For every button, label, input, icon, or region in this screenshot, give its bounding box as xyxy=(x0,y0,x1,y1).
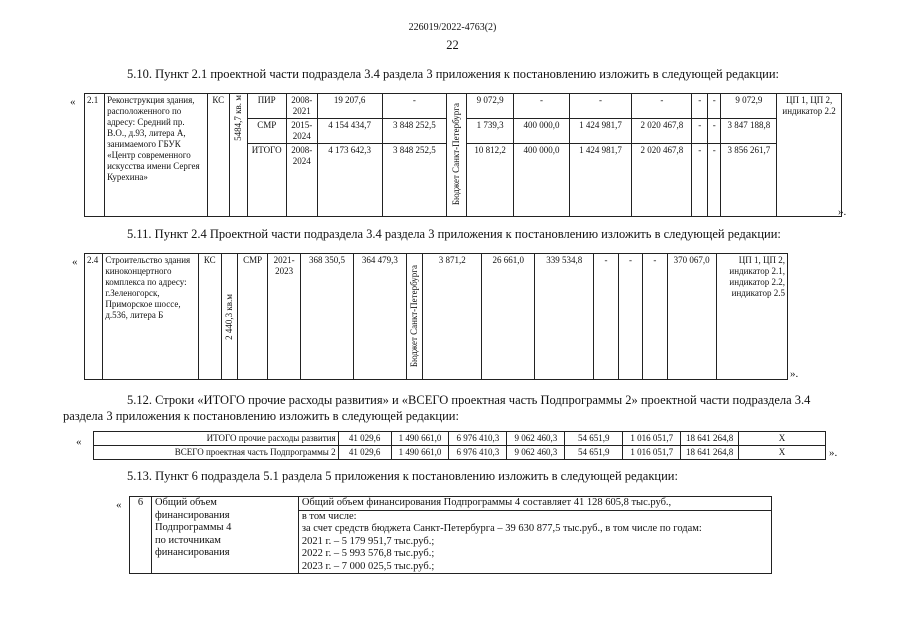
table-row xyxy=(94,446,826,460)
section-5-10-text: 5.10. Пункт 2.1 проектной части подраздела 3.4 раздела 3 приложения к постановлению изложить в следующей редакции: xyxy=(127,67,779,81)
value-cell: - xyxy=(692,144,708,217)
page-number: 22 xyxy=(446,38,459,52)
value-cell: 368 350,5 xyxy=(300,254,353,380)
row-label: ВСЕГО проектная часть Подпрограммы 2 xyxy=(94,446,339,460)
value-cell: - xyxy=(514,94,570,119)
value-cell: 9 072,9 xyxy=(467,94,514,119)
value-cell: 18 641 264,8 xyxy=(681,432,739,446)
value-cell: 400 000,0 xyxy=(514,144,570,217)
capacity-cell xyxy=(229,94,247,217)
indicators: ЦП 1, ЦП 2, индикатор 2.2 xyxy=(777,94,842,217)
source-cell xyxy=(406,254,422,380)
value-cell: 3 871,2 xyxy=(423,254,482,380)
indicators: ЦП 1, ЦП 2, индикатор 2.1, индикатор 2.2, индикатор 2.5 xyxy=(716,254,787,380)
section-5-11-text: 5.11. Пункт 2.4 Проектной части подраздела 3.4 раздела 3 приложения к постановлению изложить в следующей редакции: xyxy=(127,227,781,241)
close-quote: ». xyxy=(790,368,799,380)
value-cell: - xyxy=(569,94,631,119)
capacity: 5484,7 кв. м xyxy=(232,95,243,141)
object-name: Строительство здания киноконцертного комплекса по адресу: г.Зеленогорск, Приморское шоссе, д.536, литера Б xyxy=(103,254,199,380)
value-cell: - xyxy=(594,254,618,380)
value-cell: 1 490 661,0 xyxy=(391,446,449,460)
label-line: Общий объем xyxy=(154,497,217,508)
value-cell: 400 000,0 xyxy=(514,119,570,144)
value-cell: 6 976 410,3 xyxy=(449,432,507,446)
object-name: Реконструкция здания, расположенного по адресу: Средний пр. В.О., д.93, литера А, занимаемого ГБУК «Центр современного искусства имени Сергея Курехина» xyxy=(105,94,208,217)
open-quote: « xyxy=(76,436,82,448)
item-number: 2.1 xyxy=(85,94,105,217)
value-cell: X xyxy=(739,446,826,460)
content-line: Общий объем финансирования Подпрограммы 4 составляет 41 128 605,8 тыс.руб., xyxy=(301,497,672,508)
value-cell: 2 020 467,8 xyxy=(632,144,692,217)
label-line: по источникам xyxy=(154,534,221,546)
capacity: 2 440,3 кв.м xyxy=(223,293,234,340)
value-cell: 3 847 188,8 xyxy=(721,119,777,144)
value-cell: 339 534,8 xyxy=(535,254,594,380)
table-totals xyxy=(93,431,826,460)
value-cell: 1 016 051,7 xyxy=(623,446,681,460)
value-cell: - xyxy=(692,94,708,119)
document-number: 226019/2022-4763(2) xyxy=(408,22,497,33)
content-line: в том числе: xyxy=(299,510,771,524)
value-cell: 3 848 252,5 xyxy=(382,119,447,144)
funding-source: Бюджет Санкт-Петербурга xyxy=(409,265,420,368)
content-line: 2021 г. – 5 179 951,7 тыс.руб.; xyxy=(301,535,435,547)
value-cell: - xyxy=(382,94,447,119)
item-number: 2.4 xyxy=(85,254,103,380)
funding-label xyxy=(151,497,298,574)
value-cell: 10 812,2 xyxy=(467,144,514,217)
label-line: Подпрограммы 4 xyxy=(154,522,232,533)
value-cell: - xyxy=(632,94,692,119)
table-item-6 xyxy=(129,496,772,574)
section-5-13-text: 5.13. Пункт 6 подраздела 5.1 раздела 5 приложения к постановлению изложить в следующей редакции: xyxy=(127,469,678,483)
object-type: КС xyxy=(199,254,221,380)
years: 2021-2023 xyxy=(268,254,301,380)
content-line: 2023 г. – 7 000 025,5 тыс.руб.; xyxy=(301,560,435,572)
value-cell: 1 739,3 xyxy=(467,119,514,144)
value-cell: 1 490 661,0 xyxy=(391,432,449,446)
table-row xyxy=(85,94,842,119)
table-row xyxy=(130,497,772,574)
value-cell: 18 641 264,8 xyxy=(681,446,739,460)
funding-source: Бюджет Санкт-Петербурга xyxy=(451,103,462,206)
value-cell: 41 029,6 xyxy=(338,446,391,460)
value-cell: 41 029,6 xyxy=(338,432,391,446)
value-cell: - xyxy=(708,119,721,144)
years: 2015-2024 xyxy=(286,119,317,144)
capacity-cell xyxy=(221,254,237,380)
value-cell: - xyxy=(618,254,642,380)
value-cell: 9 062 460,3 xyxy=(507,432,565,446)
close-quote: ». xyxy=(829,447,838,459)
value-cell: 370 067,0 xyxy=(667,254,716,380)
section-5-12-line-2: раздела 3 приложения к постановлению изложить в следующей редакции: xyxy=(63,409,459,423)
value-cell: 1 016 051,7 xyxy=(623,432,681,446)
value-cell: 1 424 981,7 xyxy=(569,119,631,144)
content-line: за счет средств бюджета Санкт-Петербурга – 39 630 877,5 тыс.руб., в том числе по годам: xyxy=(301,523,702,534)
table-row xyxy=(94,432,826,446)
value-cell: 4 154 434,7 xyxy=(317,119,382,144)
open-quote: « xyxy=(116,499,122,511)
value-cell: 6 976 410,3 xyxy=(449,446,507,460)
value-cell: 3 856 261,7 xyxy=(721,144,777,217)
close-quote: ». xyxy=(838,206,847,218)
object-type: КС xyxy=(207,94,229,217)
source-cell xyxy=(447,94,467,217)
value-cell: 9 062 460,3 xyxy=(507,446,565,460)
stage: ИТОГО xyxy=(247,144,286,217)
content-line: 2022 г. – 5 993 576,8 тыс.руб.; xyxy=(301,548,435,559)
stage: ПИР xyxy=(247,94,286,119)
table-item-2-4 xyxy=(84,253,788,380)
value-cell: 1 424 981,7 xyxy=(569,144,631,217)
value-cell: 3 848 252,5 xyxy=(382,144,447,217)
table-item-2-1 xyxy=(84,93,842,217)
row-label: ИТОГО прочие расходы развития xyxy=(94,432,339,446)
value-cell: - xyxy=(708,144,721,217)
label-line: финансирования xyxy=(154,509,230,521)
years: 2008-2024 xyxy=(286,144,317,217)
label-line: финансирования xyxy=(154,547,230,558)
stage: СМР xyxy=(237,254,268,380)
open-quote: « xyxy=(72,256,78,268)
value-cell: - xyxy=(708,94,721,119)
value-cell: - xyxy=(643,254,667,380)
item-number: 6 xyxy=(130,497,152,574)
value-cell: 4 173 642,3 xyxy=(317,144,382,217)
open-quote: « xyxy=(70,96,76,108)
value-cell: - xyxy=(692,119,708,144)
stage: СМР xyxy=(247,119,286,144)
table-row xyxy=(85,254,788,380)
value-cell: 54 651,9 xyxy=(565,432,623,446)
section-5-12-line-1: 5.12. Строки «ИТОГО прочие расходы развития» и «ВСЕГО проектная часть Подпрограммы 2» проектной части подраздела 3.4 xyxy=(127,393,811,407)
value-cell: 19 207,6 xyxy=(317,94,382,119)
value-cell: 364 479,3 xyxy=(353,254,406,380)
value-cell: 2 020 467,8 xyxy=(632,119,692,144)
value-cell: 26 661,0 xyxy=(482,254,535,380)
value-cell: X xyxy=(739,432,826,446)
value-cell: 9 072,9 xyxy=(721,94,777,119)
value-cell: 54 651,9 xyxy=(565,446,623,460)
years: 2008-2021 xyxy=(286,94,317,119)
funding-content xyxy=(298,497,771,574)
